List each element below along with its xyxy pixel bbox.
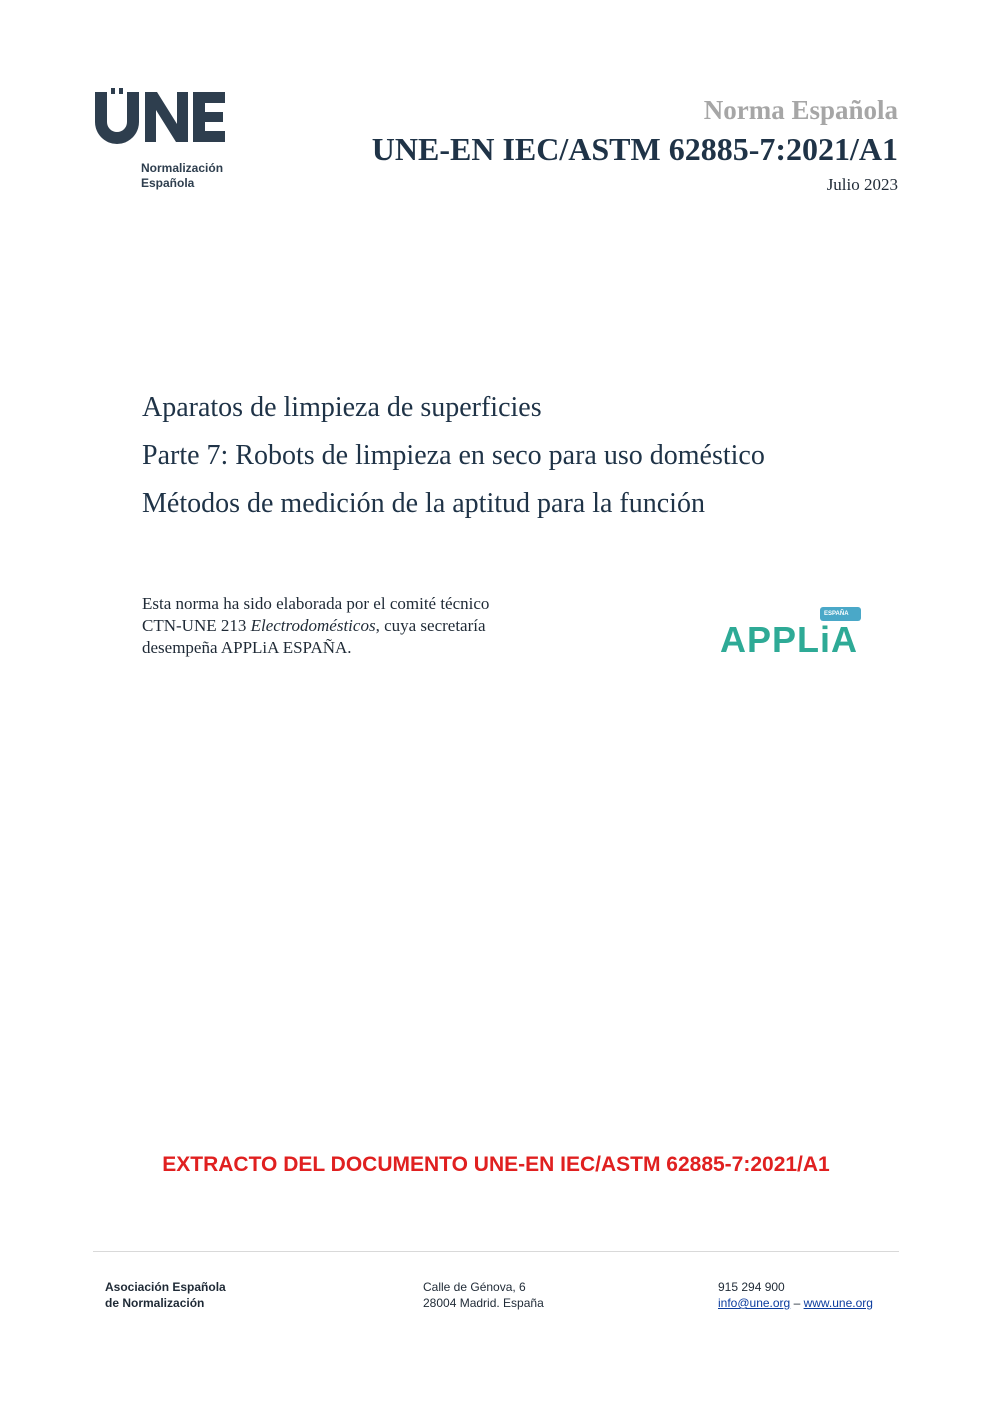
title-line-2: Parte 7: Robots de limpieza en seco para uso doméstico	[142, 440, 765, 471]
publication-date: Julio 2023	[826, 175, 898, 194]
footer-divider	[93, 1251, 899, 1252]
footer-address-line-1: Calle de Génova, 6	[423, 1280, 526, 1294]
footer-organization	[105, 1279, 226, 1311]
applia-badge: ESPAÑA	[820, 607, 861, 621]
une-logo-letters	[93, 88, 229, 144]
document-titles	[142, 384, 765, 528]
norma-code: UNE-EN IEC/ASTM 62885-7:2021/A1	[371, 131, 898, 167]
footer-address-line-2: 28004 Madrid. España	[423, 1296, 544, 1310]
committee-code: CTN-UNE 213	[142, 616, 251, 635]
une-logo-subtitle	[141, 161, 223, 191]
committee-line-1: Esta norma ha sido elaborada por el comité técnico	[142, 594, 490, 613]
title-line-1: Aparatos de limpieza de superficies	[142, 392, 542, 423]
extract-notice: EXTRACTO DEL DOCUMENTO UNE-EN IEC/ASTM 62885-7:2021/A1	[162, 1153, 830, 1176]
une-logo	[93, 88, 243, 198]
footer-org-line-1: Asociación Española	[105, 1280, 226, 1294]
footer-org-line-2: de Normalización	[105, 1296, 205, 1310]
footer-contact	[718, 1279, 873, 1311]
committee-name: Electrodomésticos	[250, 616, 376, 635]
applia-wordmark: APPLiA	[720, 619, 859, 660]
une-logo-subtitle-line2: Española	[141, 176, 195, 190]
footer-address	[423, 1279, 544, 1311]
committee-line-2-suffix: , cuya secretaría	[375, 616, 486, 635]
committee-statement	[142, 593, 489, 659]
footer-phone: 915 294 900	[718, 1280, 785, 1294]
une-logo-subtitle-line1: Normalización	[141, 161, 224, 175]
committee-line-3: desempeña APPLiA ESPAÑA.	[142, 638, 352, 657]
norma-label: Norma Española	[703, 95, 898, 125]
footer-link-separator: –	[790, 1296, 804, 1310]
website-link[interactable]: www.une.org	[803, 1296, 873, 1310]
document-header	[372, 92, 898, 196]
applia-logo	[720, 607, 862, 661]
footer-links	[718, 1295, 873, 1311]
email-link[interactable]: info@une.org	[718, 1296, 791, 1310]
committee-line-2	[142, 615, 489, 637]
title-line-3: Métodos de medición de la aptitud para la función	[142, 488, 705, 519]
